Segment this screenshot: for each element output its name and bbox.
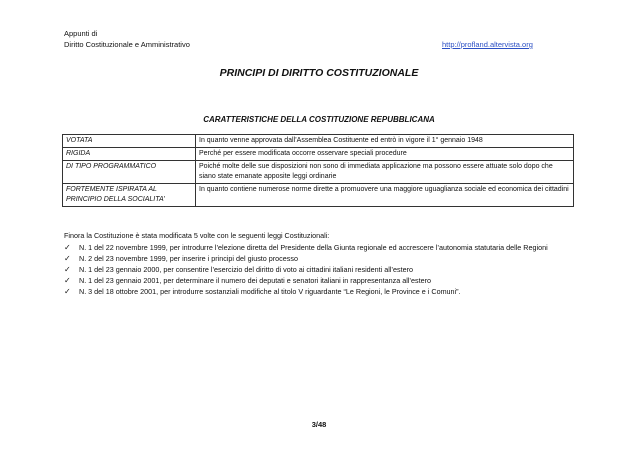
list-item — [64, 286, 554, 297]
list-item — [64, 242, 554, 253]
checkmark-icon: ✓ — [64, 276, 71, 285]
checkmark-icon: ✓ — [64, 254, 71, 263]
checkmark-icon: ✓ — [64, 243, 71, 252]
header-website-link[interactable]: http://profland.altervista.org — [442, 40, 533, 49]
section-subtitle: CARATTERISTICHE DELLA COSTITUZIONE REPUBBLICANA — [203, 115, 435, 124]
table-cell-term: FORTEMENTE ISPIRATA AL PRINCIPIO DELLA SOCIALITA’ — [63, 184, 196, 207]
table-row — [63, 161, 574, 184]
table-cell-description: Poiché molte delle sue disposizioni non sono di immediata applicazione ma possono essere attuate solo dopo che siano state emanate apposite leggi ordinarie — [196, 161, 574, 184]
list-item — [64, 264, 554, 275]
table-cell-term: DI TIPO PROGRAMMATICO — [63, 161, 196, 184]
list-item-text: N. 2 del 23 novembre 1999, per inserire i principi del giusto processo — [79, 254, 298, 263]
table-row — [63, 148, 574, 161]
list-item — [64, 275, 554, 286]
characteristics-table — [62, 134, 574, 207]
list-item-text: N. 1 del 23 gennaio 2000, per consentire l’esercizio del diritto di voto ai cittadini italiani residenti all’estero — [79, 265, 414, 274]
list-item-text: N. 3 del 18 ottobre 2001, per introdurre sostanziali modifiche al titolo V riguardante “Le Regioni, le Province e i Comuni”. — [79, 287, 461, 296]
checkmark-icon: ✓ — [64, 265, 71, 274]
header-line-1: Appunti di — [64, 29, 98, 38]
table-cell-term: RIGIDA — [63, 148, 196, 161]
list-item-text: N. 1 del 22 novembre 1999, per introdurre l’elezione diretta del Presidente della Giunta regionale ed accrescere l’autonomia statutaria delle Regioni — [79, 243, 548, 252]
table-cell-description: Perché per essere modificata occorre osservare speciali procedure — [196, 148, 574, 161]
header-line-2: Diritto Costituzionale e Amministrativo — [64, 40, 190, 49]
document-header — [64, 28, 190, 50]
amendments-list — [64, 242, 554, 297]
page-number: 3/48 — [311, 420, 327, 429]
checkmark-icon: ✓ — [64, 287, 71, 296]
page-title: PRINCIPI DI DIRITTO COSTITUZIONALE — [219, 67, 419, 79]
table-cell-term: VOTATA — [63, 135, 196, 148]
amendments-intro: Finora la Costituzione è stata modificata 5 volte con le seguenti leggi Costituzionali: — [64, 231, 330, 240]
list-item-text: N. 1 del 23 gennaio 2001, per determinare il numero dei deputati e senatori italiani in rappresentanza all’estero — [79, 276, 432, 285]
table-cell-description: In quanto contiene numerose norme dirette a promuovere una maggiore uguaglianza sociale ed economica dei cittadini — [196, 184, 574, 207]
table-row — [63, 135, 574, 148]
table-row — [63, 184, 574, 207]
table-cell-description: In quanto venne approvata dall’Assemblea Costituente ed entrò in vigore il 1° gennaio 1948 — [196, 135, 574, 148]
list-item — [64, 253, 554, 264]
